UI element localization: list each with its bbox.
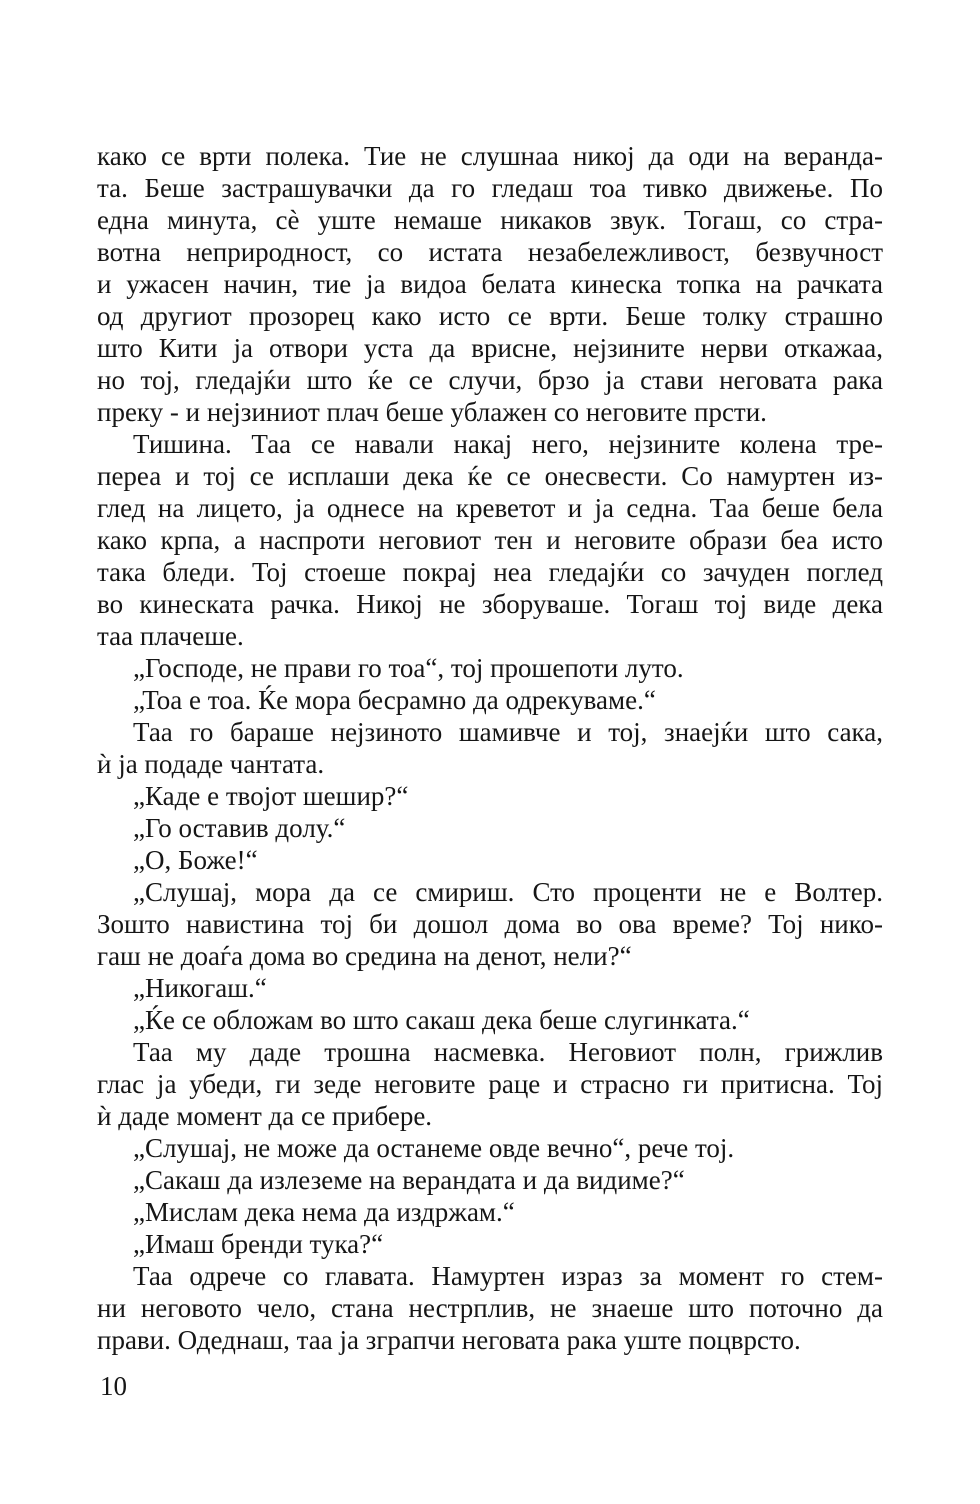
text-line: „Ќе се обложам во што сакаш дека беше слугинката.“ — [133, 1005, 750, 1035]
text-line: „Никогаш.“ — [133, 973, 267, 1003]
text-line: „Го оставив долу.“ — [133, 813, 346, 843]
text-line: преку - и нејзиниот плач беше ублажен со неговите прсти. — [97, 397, 767, 427]
text-line: переа и тој се исплаши дека ќе се онесвести. Со намуртен из- — [97, 461, 883, 491]
text-line: „Тоа е тоа. Ќе мора бесрамно да одрекуваме.“ — [133, 685, 656, 715]
text-line: вотна неприродност, со истата незабележливост, безвучност — [97, 237, 883, 267]
text-line: Таа го бараше нејзиното шамивче и тој, знаејќи што сака, — [133, 717, 883, 747]
text-line: така бледи. Тој стоеше покрај неа гледајќи со зачуден поглед — [97, 557, 883, 587]
text-line: „Мислам дека нема да издржам.“ — [133, 1197, 515, 1227]
text-line: од другиот прозорец како исто се врти. Беше толку страшно — [97, 301, 883, 331]
text-line: та. Беше застрашувачки да го гледаш тоа тивко движење. По — [97, 173, 883, 203]
text-line: „О, Боже!“ — [133, 845, 258, 875]
text-line: ѝ даде момент да се прибере. — [97, 1101, 433, 1131]
page-text — [97, 140, 883, 1356]
text-line: но тој, гледајќи што ќе се случи, брзо ја стави неговата рака — [97, 365, 883, 395]
text-line: Таа одрече со главата. Намуртен израз за момент го стем- — [133, 1261, 883, 1291]
text-line: „Каде е твојот шешир?“ — [133, 781, 409, 811]
text-line: и ужасен начин, тие ја видоа белата кинеска топка на рачката — [97, 269, 883, 299]
text-line: прави. Одеднаш, таа ја зграпчи неговата рака уште поцврсто. — [97, 1325, 801, 1355]
text-line: „Слушај, мора да се смириш. Сто проценти не е Волтер. — [133, 877, 883, 907]
text-line: „Сакаш да излеземе на верандата и да видиме?“ — [133, 1165, 685, 1195]
text-line: гаш не доаѓа дома во средина на денот, нели?“ — [97, 941, 632, 971]
text-line: во кинеската рачка. Никој не зборуваше. Тогаш тој виде дека — [97, 589, 883, 619]
text-line: глед на лицето, ја однесе на креветот и ја седна. Таа беше бела — [97, 493, 883, 523]
page-number: 10 — [100, 1371, 127, 1401]
text-line: една минута, сѐ уште немаше никаков звук. Тогаш, со стра- — [97, 205, 883, 235]
text-line: Тишина. Таа се навали накај него, нејзините колена тре- — [133, 429, 883, 459]
text-line: како крпа, а наспроти неговиот тен и неговите образи беа исто — [97, 525, 883, 555]
text-line: ѝ ја подаде чантата. — [97, 749, 325, 779]
text-line: Зошто навистина тој би дошол дома во ова време? Тој нико- — [97, 909, 883, 939]
text-line: како се врти полека. Тие не слушнаа никој да оди на веранда- — [97, 141, 883, 171]
text-line: „Имаш бренди тука?“ — [133, 1229, 384, 1259]
text-line: глас ја убеди, ги зеде неговите раце и страсно ги притисна. Тој — [97, 1069, 883, 1099]
text-line: „Слушај, не може да останеме овде вечно“, рече тој. — [133, 1133, 735, 1163]
text-line: ни неговото чело, стана нестрплив, не знаеше што поточно да — [97, 1293, 883, 1323]
text-line: таа плачеше. — [97, 621, 244, 651]
text-line: Таа му даде трошна насмевка. Неговиот полн, грижлив — [133, 1037, 883, 1067]
text-line: што Кити ја отвори уста да врисне, нејзините нерви откажаа, — [97, 333, 883, 363]
text-line: „Господе, не прави го тоа“, тој прошепоти луто. — [133, 653, 684, 683]
